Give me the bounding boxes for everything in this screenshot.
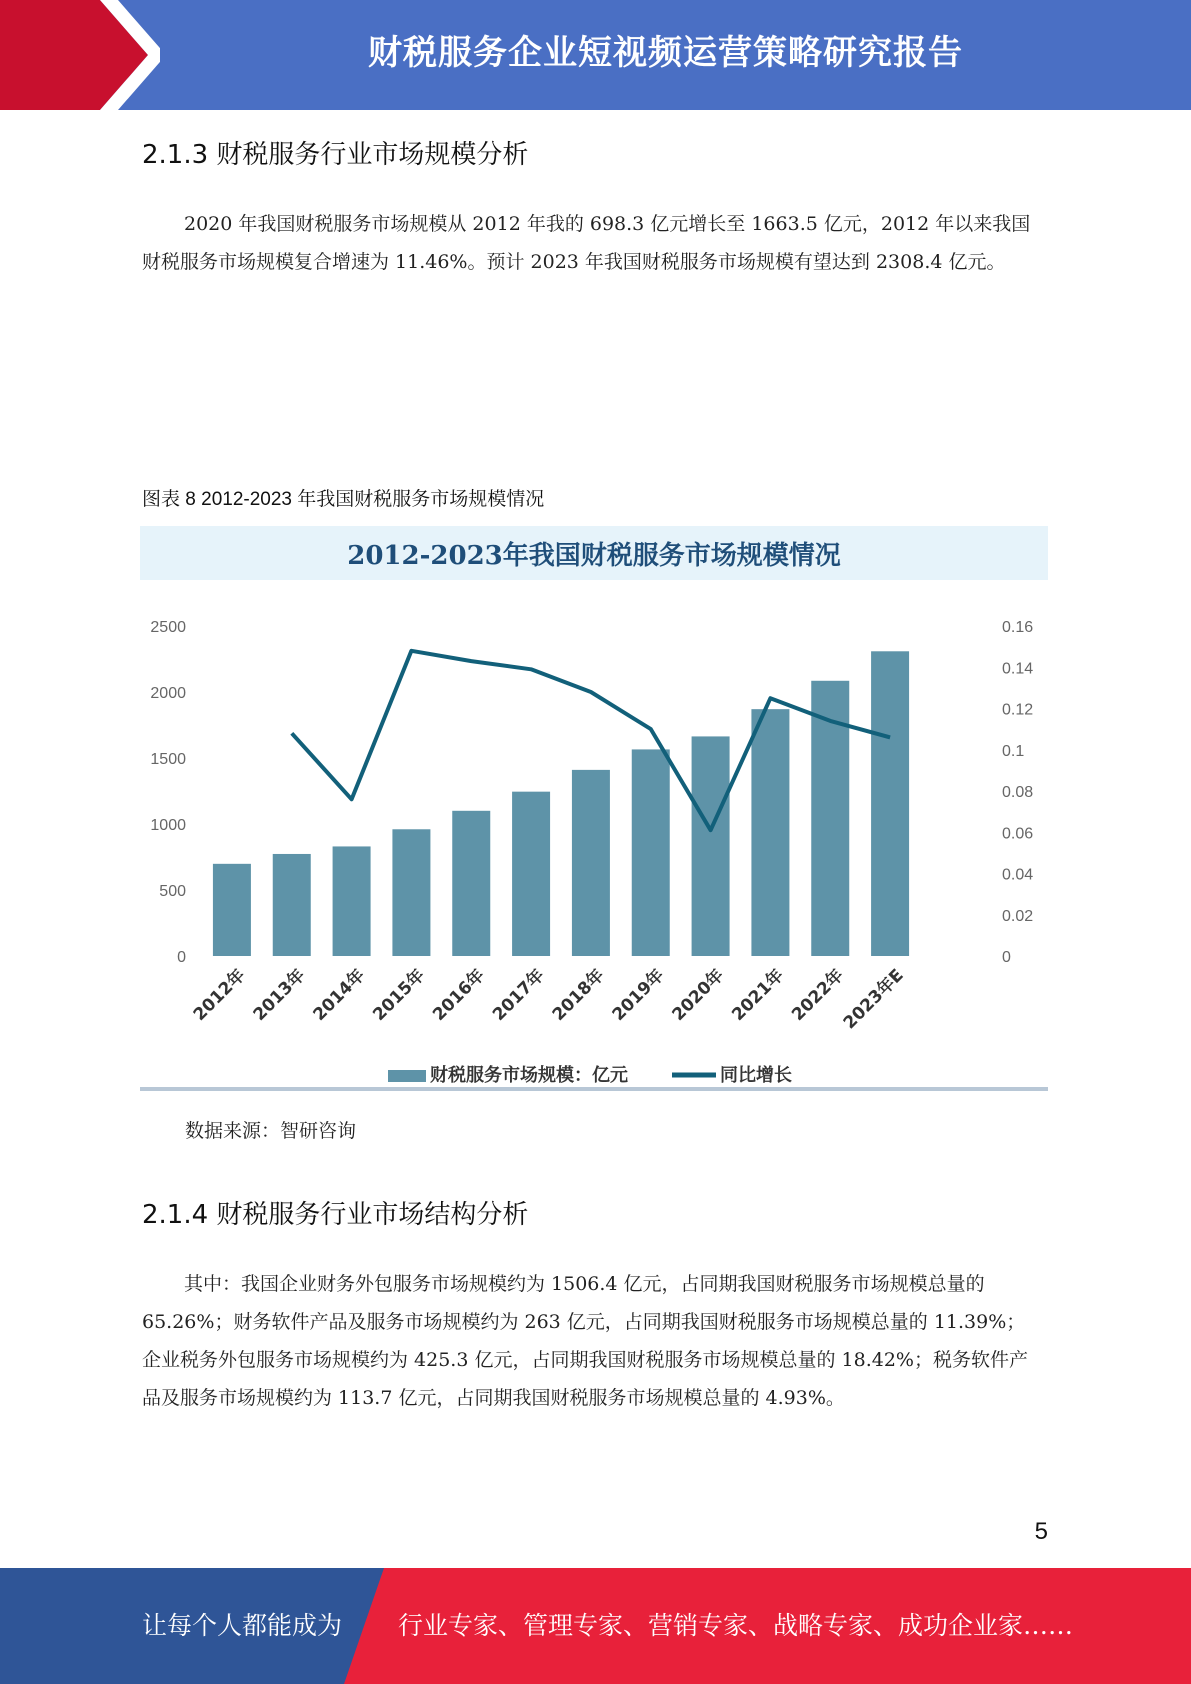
bar: [213, 864, 251, 956]
data-source: 数据来源：智研咨询: [185, 1120, 357, 1142]
x-tick-label: 2013年: [249, 965, 310, 1026]
y-right-tick-label: 0.08: [1002, 784, 1034, 801]
footer-slogan-right: 行业专家、管理专家、营销专家、战略专家、成功企业家……: [398, 1611, 1074, 1640]
bar: [333, 846, 371, 956]
y-right-tick-label: 0.14: [1002, 660, 1034, 678]
header-title: 财税服务企业短视频运营策略研究报告: [368, 33, 963, 73]
bar-series: [213, 651, 909, 956]
bar: [751, 709, 789, 956]
section-heading-market-size: 2.1.3 财税服务行业市场规模分析: [142, 140, 529, 170]
y-left-tick-label: 2000: [150, 685, 186, 702]
x-tick-label: 2018年: [548, 965, 609, 1026]
legend-line-label: 同比增长: [720, 1065, 792, 1086]
header-arrow-decoration: [0, 0, 160, 110]
x-tick-label: 2015年: [369, 965, 429, 1026]
bar: [452, 811, 490, 956]
y-axis-right: [1002, 619, 1033, 966]
y-right-tick-label: 0.06: [1002, 825, 1034, 843]
y-right-tick-label: 0: [1002, 949, 1011, 966]
chart-canvas: [140, 526, 1048, 1094]
page-header: [0, 0, 1191, 110]
figure-caption: 图表 8 2012-2023 年我国财税服务市场规模情况: [142, 489, 545, 510]
bar: [512, 792, 550, 956]
legend-bar-label: 财税服务市场规模：亿元: [430, 1065, 628, 1086]
page-footer: [0, 1568, 1191, 1684]
page-number: 5: [1034, 1518, 1048, 1545]
y-right-tick-label: 0.16: [1002, 619, 1034, 636]
y-right-tick-label: 0.12: [1002, 701, 1034, 719]
chart-legend: [388, 1064, 792, 1086]
x-tick-label: 2019年: [608, 965, 669, 1026]
y-right-tick-label: 0.04: [1002, 866, 1034, 884]
section-paragraph-market-structure: 其中：我国企业财务外包服务市场规模约为 1506.4 亿元，占同期我国财税服务市场规模总量的 65.26%；财务软件产品及服务市场规模约为 263 亿元，占同期我国财税服务市场规模总量的 11.39%；企业税务外包服务市场规模约为 425.3 亿元，占同期我国财税服务市场规模总量的 18.42%；税务软件产品及服务市场规模约为 113.7 亿元，占同期我国财税服务市场规模总量的 4.93%。: [142, 1273, 1028, 1409]
y-left-tick-label: 1500: [150, 751, 186, 768]
market-size-chart: [140, 526, 1048, 1094]
x-tick-label: 2012年: [189, 965, 250, 1026]
x-tick-label: 2017年: [488, 965, 549, 1026]
y-left-tick-label: 2500: [150, 619, 186, 636]
y-left-tick-label: 500: [159, 883, 186, 900]
y-left-tick-label: 1000: [150, 817, 186, 834]
y-right-tick-label: 0.1: [1002, 742, 1025, 760]
y-left-tick-label: 0: [177, 949, 186, 966]
bar: [273, 854, 311, 956]
footer-slogan-left: 让每个人都能成为: [142, 1611, 343, 1640]
legend-bar-swatch: [388, 1070, 426, 1082]
y-right-tick-label: 0.02: [1002, 907, 1034, 925]
bar: [692, 736, 730, 956]
section-paragraph-market-size: 2020 年我国财税服务市场规模从 2012 年我的 698.3 亿元增长至 1663.5 亿元，2012 年以来我国财税服务市场规模复合增速为 11.46%。预计 2023 年我国财税服务市场规模有望达到 2308.4 亿元。: [142, 213, 1031, 273]
x-tick-label: 2021年: [728, 965, 788, 1026]
x-tick-label: 2023年E: [839, 965, 908, 1034]
y-axis-left: [150, 619, 186, 966]
bar: [632, 749, 670, 956]
bar: [392, 829, 430, 956]
x-tick-label: 2014年: [309, 965, 370, 1026]
x-tick-label: 2016年: [429, 965, 489, 1026]
x-tick-label: 2022年: [788, 965, 848, 1026]
x-tick-label: 2020年: [668, 965, 729, 1026]
bar: [871, 651, 909, 956]
bar: [572, 770, 610, 956]
chart-title: 2012-2023年我国财税服务市场规模情况: [347, 541, 841, 571]
section-heading-market-structure: 2.1.4 财税服务行业市场结构分析: [142, 1200, 529, 1230]
x-axis: [189, 965, 908, 1034]
